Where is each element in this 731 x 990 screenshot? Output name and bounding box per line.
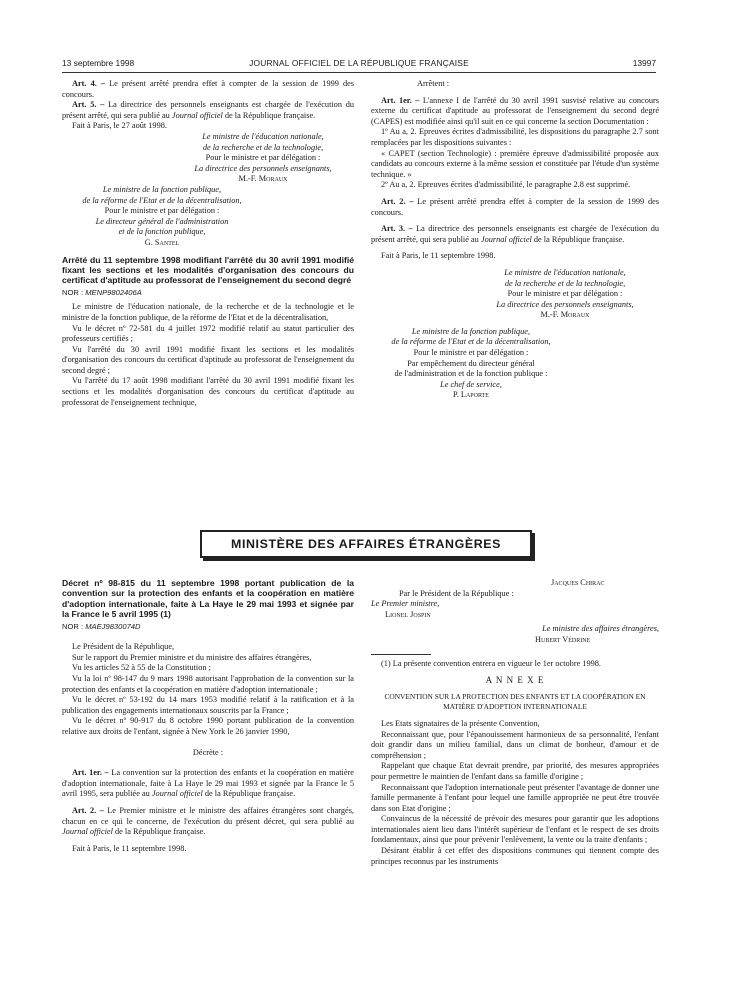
signature-block-1: Le ministre de l'éducation nationale, de la recherche et de la technologie, Pour le ministre et par délégation : La directrice des personnels enseignants, M.-F. Moraux: [194, 131, 332, 184]
arrete-nor: NOR : MENP9802406A: [62, 287, 142, 297]
convention-para-5: Convaincus de la nécessité de prévoir des mesures pour garantir que les adoptions internationales aient lieu dans l'intérêt supérieur de l'enfant et le respect de ses droits fondamentaux, ainsi que pour prévenir l'enlèvement, la vente ou la traite d'enfants ;: [371, 814, 659, 845]
header-journal-title: JOURNAL OFFICIEL DE LA RÉPUBLIQUE FRANÇAISE: [249, 58, 469, 68]
decret-fait-a-paris: Fait à Paris, le 11 septembre 1998.: [72, 843, 187, 853]
right-column-top: [371, 79, 659, 401]
decrete: Décrète :: [192, 747, 224, 757]
article-4: Art. 4. – Le présent arrêté prendra effet à compter de la session de 1999 des concours.: [62, 79, 355, 99]
convention-para-1: Les Etats signataires de la présente Convention,: [381, 718, 540, 728]
right-column-bottom: [371, 578, 659, 867]
left-column-top: [62, 79, 354, 408]
article-3: Art. 3. – La directrice des personnels enseignants est chargée de l'exécution du présent arrêté, qui sera publié au Journal officiel de la République française.: [371, 224, 660, 244]
arrete-para-4: Vu l'arrêté du 17 août 1998 modifiant l'arrêté du 30 avril 1991 modifié fixant les sections et les modalités d'organisation des concours du certificat d'aptitude au professorat de l'enseignement technique,: [62, 376, 354, 407]
decret-para-5: Vu le décret nº 53-192 du 14 mars 1953 modifié relatif à la ratification et à la publication des engagements internationaux souscrits par la France ;: [62, 695, 354, 715]
annexe-para-2: « CAPET (section Technologie) : première épreuve d'admissibilité proposée aux candidats au concours externe à la même session et constituée par l'étude d'un système technique. »: [371, 148, 659, 179]
decret-nor: NOR : MAEJ9830074D: [62, 621, 141, 631]
pm-title: Le Premier ministre,: [371, 599, 440, 609]
left-column-bottom: [62, 578, 354, 854]
signature-block-4: Le ministre de la fonction publique, de la réforme de l'Etat et de la décentralisation, Pour le ministre et par délégation : Par empêchement du directeur général de l'administration et de la fonction publique : Le chef de service, P. Laporte: [391, 326, 551, 400]
article-5: Art. 5. – La directrice des personnels enseignants est chargée de l'exécution du présent arrêté, qui sera publié au Journal officiel de la République française.: [62, 100, 354, 120]
ministry-title: MINISTÈRE DES AFFAIRES ÉTRANGÈRES: [231, 537, 501, 551]
fait-a-paris: Fait à Paris, le 27 août 1998.: [72, 121, 167, 131]
fait-a-paris-2: Fait à Paris, le 11 septembre 1998.: [381, 251, 496, 261]
signature-block-2: Le ministre de la fonction publique, de la réforme de l'Etat et de la décentralisation, Pour le ministre et par délégation : Le directeur général de l'administration et de la fonction publique, G. Santel: [82, 184, 242, 247]
convention-para-6: Désirant établir à cet effet des dispositions communes qui tiennent compte des principes reconnus par les instruments: [371, 846, 659, 866]
decret-para-2: Sur le rapport du Premier ministre et du ministre des affaires étrangères,: [72, 652, 312, 662]
article-1-annexe: Art. 1er. – L'annexe I de l'arrêté du 30 avril 1991 susvisé relative au concours externe du certificat d'aptitude au professorat de l'enseignement du second degré (CAPES) est modifiée ainsi qu'il suit en ce qui concerne la section Documentation :: [371, 95, 659, 126]
ministry-heading-box: [200, 530, 532, 558]
decret-article-2: Art. 2. – Le Premier ministre et le ministre des affaires étrangères sont chargés, chacun en ce qui le concerne, de l'exécution du présent décret, qui sera publié au Journal officiel de la République française.: [62, 805, 355, 837]
convention-para-2: Reconnaissant que, pour l'épanouissement harmonieux de sa personnalité, l'enfant doit grandir dans un milieu familial, dans un climat de bonheur, d'amour et de compréhension ;: [371, 729, 659, 760]
decret-para-6: Vu le décret nº 90-917 du 8 octobre 1990 portant publication de la convention relative aux droits de l'enfant, signée à New York le 26 janvier 1990,: [62, 716, 354, 736]
decret-article-1: Art. 1er. – La convention sur la protection des enfants et la coopération en matière d'adoption internationale, faite à La Haye le 29 mai 1993 et signée par la France le 5 avril 1995, sera publiée au Journal officiel de la République française.: [62, 768, 354, 799]
decret-para-3: Vu les articles 52 à 55 de la Constitution ;: [72, 663, 211, 673]
footnote: (1) La présente convention entrera en vigueur le 1er octobre 1998.: [381, 658, 602, 668]
convention-para-3: Rappelant que chaque Etat devrait prendre, par priorité, des mesures appropriées pour permettre le maintien de l'enfant dans sa famille d'origine ;: [371, 761, 659, 781]
signature-block-3: Le ministre de l'éducation nationale, de la recherche et de la technologie, Pour le ministre et par délégation : La directrice des personnels enseignants, M.-F. Moraux: [496, 267, 634, 320]
par-le-president: Par le Président de la République :: [399, 588, 514, 598]
footnote-divider: [371, 654, 431, 655]
annexe-para-3: 2º Au a, 2. Epreuves écrites d'admissibilité, le paragraphe 2.8 est supprimé.: [381, 180, 631, 190]
mae-title: Le ministre des affaires étrangères,: [542, 624, 659, 634]
signer-president: Jacques Chirac: [551, 578, 605, 587]
pm-name: Lionel Jospin: [385, 609, 431, 619]
annexe-para-1: 1º Au a, 2. Epreuves écrites d'admissibilité, les dispositions du paragraphe 2.7 sont remplacées par les dispositions suivantes :: [371, 127, 659, 147]
convention-para-4: Reconnaissant que l'adoption internationale peut présenter l'avantage de donner une famille permanente à l'enfant pour lequel une famille appropriée ne peut être trouvée dans son Etat d'origine ;: [371, 782, 659, 813]
arretent: Arrêtent :: [417, 79, 450, 88]
arrete-para-1: Le ministre de l'éducation nationale, de la recherche et de la technologie et le ministre de la fonction publique, de la réforme de l'Etat et de la décentralisation,: [62, 302, 354, 322]
decret-title: Décret nº 98-815 du 11 septembre 1998 portant publication de la convention sur la protection des enfants et la coopération en matière d'adoption internationale, faite à La Haye le 29 mai 1993 et signée par la France le 5 avril 1995 (1): [62, 578, 354, 620]
arrete-title: Arrêté du 11 septembre 1998 modifiant l'arrêté du 30 avril 1991 modifié fixant les sections et les modalités d'organisation des concours du certificat d'aptitude au professorat de l'enseignement du second degré: [62, 254, 354, 286]
article-2: Art. 2. – Le présent arrêté prendra effet à compter de la session de 1999 des concours.: [371, 196, 659, 217]
mae-name: Hubert Védrine: [535, 634, 591, 644]
annexe-heading: A N N E X E: [485, 675, 545, 686]
convention-title: CONVENTION SUR LA PROTECTION DES ENFANTS ET LA COOPÉRATION EN MATIÈRE D'ADOPTION INTERNATIONALE: [384, 691, 646, 712]
decret-para-4: Vu la loi nº 98-147 du 9 mars 1998 autorisant l'approbation de la convention sur la protection des enfants et la coopération en matière d'adoption internationale ;: [62, 674, 354, 694]
decret-para-1: Le Président de la République,: [72, 642, 175, 652]
header-date: 13 septembre 1998: [62, 58, 135, 68]
header-page-number: 13997: [632, 58, 656, 68]
arrete-para-3: Vu l'arrêté du 30 avril 1991 modifié fixant les sections et les modalités d'organisation des concours du certificat d'aptitude au professorat de l'enseignement du second degré ;: [62, 344, 354, 375]
arrete-para-2: Vu le décret nº 72-581 du 4 juillet 1972 modifié relatif au statut particulier des professeurs certifiés ;: [62, 323, 354, 344]
page-header: [62, 58, 656, 73]
